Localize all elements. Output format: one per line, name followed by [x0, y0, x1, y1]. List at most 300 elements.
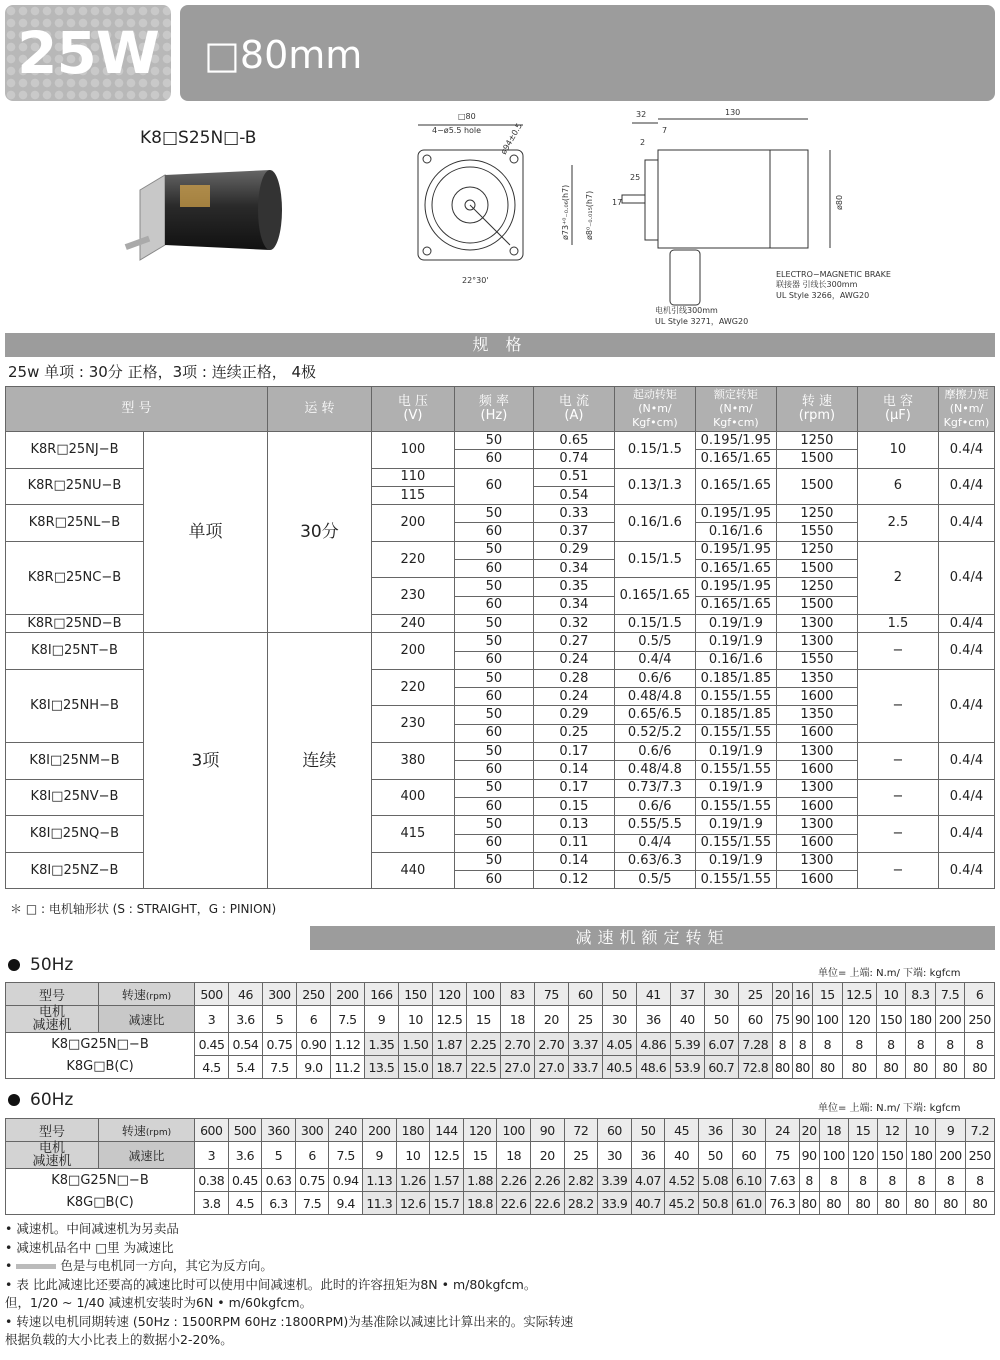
spec-current: 0.34 — [533, 560, 614, 578]
gear-speed-cell: 20 — [799, 1119, 819, 1142]
gear-torque-lower-cell: 80 — [876, 1056, 906, 1079]
gear-torque-upper-cell: 1.87 — [432, 1033, 466, 1056]
gear-speed-cell: 50 — [602, 983, 636, 1006]
gear-ratio-cell: 9 — [362, 1142, 396, 1169]
spec-start-torque: 0.55/5.5 — [614, 816, 695, 834]
gear-torque-lower-cell: 80 — [772, 1056, 792, 1079]
spec-freq: 50 — [454, 541, 533, 559]
spec-rated-torque: 0.19/1.9 — [695, 743, 776, 761]
gear-torque-upper-cell: 1.57 — [430, 1169, 464, 1192]
gear-torque-upper-cell: 0.63 — [262, 1169, 296, 1192]
spec-current: 0.35 — [533, 578, 614, 596]
gear-torque-lower-cell: 40.5 — [602, 1056, 636, 1079]
spec-speed: 1300 — [776, 633, 857, 651]
gear-torque-upper-cell: 2.70 — [500, 1033, 534, 1056]
spec-run: 30分 — [267, 432, 371, 633]
spec-cap: 2.5 — [857, 505, 938, 542]
spec-speed: 1300 — [776, 779, 857, 797]
gear-speed-cell: 200 — [330, 983, 364, 1006]
gear-speed-cell: 9 — [936, 1119, 965, 1142]
spec-start-torque: 0.6/6 — [614, 743, 695, 761]
gear-speed-cell: 50 — [631, 1119, 665, 1142]
gear-torque-upper-cell: 5.08 — [698, 1169, 732, 1192]
spec-voltage: 230 — [371, 706, 454, 743]
gear-torque-upper-cell: 1.88 — [463, 1169, 497, 1192]
col-current: 电 流 (A) — [533, 387, 614, 432]
gear-speed-cell: 144 — [430, 1119, 464, 1142]
spec-section-bar — [5, 333, 995, 357]
gear-ratio-cell: 90 — [792, 1006, 812, 1033]
gear-torque-lower-cell: 4.5 — [195, 1056, 229, 1079]
spec-cap: 1.5 — [857, 614, 938, 632]
spec-start-torque: 0.165/1.65 — [614, 578, 695, 615]
gear-speed-cell: 37 — [670, 983, 704, 1006]
spec-start-torque: 0.6/6 — [614, 669, 695, 687]
gear-torque-lower-cell: 45.2 — [665, 1192, 699, 1215]
gear-speed-cell: 120 — [463, 1119, 497, 1142]
spec-rated-torque: 0.16/1.6 — [695, 523, 776, 541]
dimension-drawing — [400, 105, 920, 330]
gear-torque-lower-cell: 80 — [936, 1192, 965, 1215]
gear-torque-lower-cell: 18.7 — [432, 1056, 466, 1079]
spec-speed: 1600 — [776, 834, 857, 852]
gear-speed-cell: 300 — [295, 1119, 329, 1142]
gear-torque-lower-cell: 7.5 — [262, 1056, 296, 1079]
gear-torque-upper-cell: 0.75 — [262, 1033, 296, 1056]
gear-torque-upper-cell: 0.38 — [195, 1169, 229, 1192]
spec-start-torque: 0.15/1.5 — [614, 541, 695, 578]
brake-label-1: ELECTRO−MAGNETIC BRAKE — [776, 270, 891, 279]
gear-speed-cell: 600 — [195, 1119, 229, 1142]
spec-voltage: 110 — [371, 468, 454, 486]
gear-torque-lower-cell: 33.7 — [568, 1056, 602, 1079]
spec-rated-torque: 0.155/1.55 — [695, 834, 776, 852]
gear-torque-lower-cell: 9.4 — [329, 1192, 363, 1215]
spec-cap: 10 — [857, 432, 938, 469]
spec-freq: 60 — [454, 688, 533, 706]
dim-25: 25 — [630, 173, 641, 182]
spec-voltage: 400 — [371, 779, 454, 816]
dim-dia80: ø80 — [835, 194, 844, 210]
gear-ratio-cell: 120 — [848, 1142, 877, 1169]
bullet-icon — [8, 1094, 20, 1106]
spec-brake: 0.4/4 — [938, 505, 994, 542]
spec-freq: 60 — [454, 797, 533, 815]
gear-speed-cell: 100 — [466, 983, 500, 1006]
bullet-icon — [8, 959, 20, 971]
label-speed-unit: (rpm) — [145, 1127, 172, 1138]
gear-ratio-cell: 150 — [878, 1142, 907, 1169]
spec-brake: 0.4/4 — [938, 432, 994, 469]
spec-rated-torque: 0.19/1.9 — [695, 852, 776, 870]
gear-torque-upper-cell: 8 — [906, 1033, 936, 1056]
gear-speed-cell: 360 — [262, 1119, 296, 1142]
note-line: • 转速以电机同期转速 (50Hz : 1500RPM 60Hz :1800RPM)为基准除以减速比计算出来的。实际转速 — [5, 1313, 574, 1329]
dim-angle: 22°30' — [462, 276, 489, 285]
gear-torque-upper-cell: 8 — [842, 1033, 876, 1056]
gear-speed-cell: 15 — [848, 1119, 877, 1142]
spec-rated-torque: 0.155/1.55 — [695, 761, 776, 779]
spec-freq: 50 — [454, 779, 533, 797]
spec-voltage: 380 — [371, 743, 454, 780]
spec-current: 0.13 — [533, 816, 614, 834]
col-brake: 摩擦力矩 (N•m/ Kgf•cm) — [938, 387, 994, 432]
spec-voltage: 115 — [371, 486, 454, 504]
gear-torque-upper-cell: 3.37 — [568, 1033, 602, 1056]
gear-speed-cell: 12.5 — [842, 983, 876, 1006]
label-speed-unit: (rpm) — [145, 991, 172, 1002]
label-model: 型号 — [6, 983, 99, 1006]
spec-cap: − — [857, 743, 938, 780]
gear-speed-cell: 180 — [396, 1119, 430, 1142]
spec-speed: 1600 — [776, 761, 857, 779]
gear-torque-lower-cell: 80 — [907, 1192, 936, 1215]
spec-freq: 50 — [454, 852, 533, 870]
spec-brake: 0.4/4 — [938, 743, 994, 780]
gear-ratio-cell: 7.5 — [329, 1142, 363, 1169]
gear-torque-lower-cell: 7.5 — [295, 1192, 329, 1215]
spec-rated-torque: 0.165/1.65 — [695, 560, 776, 578]
spec-speed: 1500 — [776, 468, 857, 505]
gear-speed-cell: 46 — [228, 983, 262, 1006]
spec-voltage: 100 — [371, 432, 454, 469]
gear-torque-upper-cell: 5.39 — [670, 1033, 704, 1056]
gear-speed-cell: 6 — [965, 983, 995, 1006]
spec-start-torque: 0.6/6 — [614, 797, 695, 815]
gear-torque-upper-cell: 2.25 — [466, 1033, 500, 1056]
lead-label-2: UL Style 3271，AWG20 — [655, 317, 749, 326]
spec-freq: 50 — [454, 743, 533, 761]
gear-speed-cell: 30 — [704, 983, 738, 1006]
spec-speed: 1350 — [776, 669, 857, 687]
spec-voltage: 220 — [371, 541, 454, 578]
gear-ratio-cell: 100 — [813, 1006, 843, 1033]
gear-speed-cell: 18 — [819, 1119, 848, 1142]
spec-current: 0.65 — [533, 432, 614, 450]
hz50-label: 50Hz — [30, 955, 74, 975]
gear-torque-lower-cell: 22.6 — [530, 1192, 564, 1215]
brake-label-3: UL Style 3266，AWG20 — [776, 291, 870, 300]
spec-run: 连续 — [267, 633, 371, 889]
gear-ratio-cell: 180 — [906, 1006, 936, 1033]
spec-start-torque: 0.13/1.3 — [614, 468, 695, 505]
gear-ratio-cell: 75 — [766, 1142, 800, 1169]
spec-speed: 1250 — [776, 541, 857, 559]
gear-ratio-cell: 10 — [396, 1142, 430, 1169]
spec-speed: 1300 — [776, 614, 857, 632]
label-speed-text: 转速 — [121, 987, 146, 1002]
gear-model-cell — [6, 1033, 195, 1079]
gear-ratio-cell: 12.5 — [430, 1142, 464, 1169]
gear-ratio-cell: 60 — [732, 1142, 766, 1169]
gear-torque-lower-cell: 80 — [848, 1192, 877, 1215]
gear-speed-cell: 15 — [813, 983, 843, 1006]
gear-torque-upper-cell: 6.07 — [704, 1033, 738, 1056]
spec-model: K8R□25NC−B — [6, 541, 144, 614]
gear-torque-upper-cell: 4.52 — [665, 1169, 699, 1192]
spec-rated-torque: 0.16/1.6 — [695, 651, 776, 669]
gear-torque-lower-cell: 18.8 — [463, 1192, 497, 1215]
spec-current: 0.29 — [533, 706, 614, 724]
gear-torque-upper-cell: 8 — [935, 1033, 965, 1056]
dim-dia8: ø8⁰₋₀.₀₁₅(h7) — [585, 190, 594, 240]
spec-speed: 1300 — [776, 743, 857, 761]
gear-ratio-cell: 90 — [799, 1142, 819, 1169]
spec-brake: 0.4/4 — [938, 779, 994, 816]
gear-torque-upper-cell: 1.50 — [398, 1033, 432, 1056]
spec-freq: 60 — [454, 523, 533, 541]
gear-torque-upper-cell: 7.28 — [738, 1033, 772, 1056]
spec-section-title: 规 格 — [472, 335, 528, 354]
motor-photo — [120, 150, 290, 270]
spec-current: 0.24 — [533, 688, 614, 706]
gear-torque-lower-cell: 80 — [792, 1056, 812, 1079]
gear-speed-cell: 36 — [698, 1119, 732, 1142]
gear-torque-lower-cell: 22.5 — [466, 1056, 500, 1079]
note-line: • 表 比此减速比还要高的减速比时可以使用中间减速机。此时的许容扭矩为8N • m/80kgfcm。 — [5, 1276, 537, 1292]
gear-speed-cell: 10 — [907, 1119, 936, 1142]
spec-brake: 0.4/4 — [938, 852, 994, 889]
spec-model: K8I□25NV−B — [6, 779, 144, 816]
gear-ratio-cell: 20 — [530, 1142, 564, 1169]
gear-torque-lower-cell: 27.0 — [500, 1056, 534, 1079]
spec-brake: 0.4/4 — [938, 614, 994, 632]
gear-torque-upper-cell: 4.05 — [602, 1033, 636, 1056]
col-start-torque: 起动转矩 (N•m/ Kgf•cm) — [614, 387, 695, 432]
gear-torque-upper-cell: 8 — [772, 1033, 792, 1056]
spec-current: 0.28 — [533, 669, 614, 687]
gear-torque-upper-cell: 7.63 — [766, 1169, 800, 1192]
spec-freq: 50 — [454, 505, 533, 523]
spec-freq: 60 — [454, 468, 533, 505]
spec-current: 0.14 — [533, 761, 614, 779]
spec-rated-torque: 0.195/1.95 — [695, 578, 776, 596]
spec-current: 0.29 — [533, 541, 614, 559]
gear-torque-lower-cell: 11.3 — [362, 1192, 396, 1215]
note-line: 但，1/20 ~ 1/40 减速机安装时为6N • m/60kgfcm。 — [5, 1295, 313, 1310]
gear-torque-lower-cell: 72.8 — [738, 1056, 772, 1079]
gear-speed-cell: 120 — [432, 983, 466, 1006]
spec-rated-torque: 0.155/1.55 — [695, 724, 776, 742]
gear-torque-upper-cell: 1.35 — [364, 1033, 398, 1056]
gear-ratio-cell: 30 — [602, 1006, 636, 1033]
spec-speed: 1300 — [776, 816, 857, 834]
spec-current: 0.15 — [533, 797, 614, 815]
col-run: 运 转 — [267, 387, 371, 432]
note-line: 根据负载的大小比表上的数据小2-20%。 — [5, 1332, 233, 1347]
gear-speed-cell: 250 — [296, 983, 330, 1006]
gear-torque-lower-cell: 80 — [878, 1192, 907, 1215]
spec-start-torque: 0.52/5.2 — [614, 724, 695, 742]
gear-torque-upper-cell: 8 — [819, 1169, 848, 1192]
spec-model: K8R□25ND−B — [6, 614, 144, 632]
gear-ratio-cell: 25 — [568, 1006, 602, 1033]
spec-rated-torque: 0.19/1.9 — [695, 633, 776, 651]
spec-rated-torque: 0.195/1.95 — [695, 432, 776, 450]
gear-speed-cell: 240 — [329, 1119, 363, 1142]
spec-cap: − — [857, 669, 938, 742]
gear-notes — [5, 1220, 573, 1350]
spec-speed: 1600 — [776, 724, 857, 742]
spec-speed: 1500 — [776, 560, 857, 578]
gear-ratio-cell: 50 — [704, 1006, 738, 1033]
gear-torque-lower-cell: 11.2 — [330, 1056, 364, 1079]
gear-model-2: K8G□B(C) — [66, 1058, 134, 1074]
gear-ratio-cell: 120 — [842, 1006, 876, 1033]
hz60-title — [8, 1090, 73, 1110]
gear-torque-lower-cell: 60.7 — [704, 1056, 738, 1079]
gear-speed-cell: 16 — [792, 983, 812, 1006]
spec-model: K8I□25NQ−B — [6, 816, 144, 853]
spec-rated-torque: 0.165/1.65 — [695, 468, 776, 505]
gear-torque-lower-cell: 80 — [906, 1056, 936, 1079]
gear-speed-cell: 20 — [772, 983, 792, 1006]
gear-torque-lower-cell: 33.9 — [598, 1192, 632, 1215]
spec-phase: 单项 — [144, 432, 268, 633]
spec-rated-torque: 0.195/1.95 — [695, 541, 776, 559]
gear-torque-lower-cell: 80 — [813, 1056, 843, 1079]
gear-speed-cell: 166 — [364, 983, 398, 1006]
label-ratio: 减速比 — [99, 1142, 195, 1169]
size-label: □80mm — [204, 33, 363, 77]
unit-note-50: 单位= 上端: N.m/ 下端: kgfcm — [818, 968, 961, 979]
spec-current: 0.27 — [533, 633, 614, 651]
gear-speed-cell: 24 — [766, 1119, 800, 1142]
gear-torque-lower-cell: 6.3 — [262, 1192, 296, 1215]
spec-phase: 3项 — [144, 633, 268, 889]
gear-torque-lower-cell: 80 — [935, 1056, 965, 1079]
gear-torque-lower-cell: 80 — [799, 1192, 819, 1215]
spec-model: K8R□25NU−B — [6, 468, 144, 505]
label-model: 型号 — [6, 1119, 99, 1142]
spec-speed: 1550 — [776, 651, 857, 669]
spec-freq: 50 — [454, 633, 533, 651]
gear-ratio-cell: 250 — [965, 1006, 995, 1033]
spec-freq: 60 — [454, 761, 533, 779]
spec-current: 0.17 — [533, 743, 614, 761]
spec-current: 0.34 — [533, 596, 614, 614]
spec-freq: 50 — [454, 578, 533, 596]
spec-current: 0.25 — [533, 724, 614, 742]
spec-current: 0.54 — [533, 486, 614, 504]
gear-torque-upper-cell: 8 — [813, 1033, 843, 1056]
gear-speed-cell: 41 — [636, 983, 670, 1006]
gear-torque-lower-cell: 3.8 — [195, 1192, 229, 1215]
dim-7: 7 — [662, 126, 668, 135]
gear-ratio-cell: 40 — [670, 1006, 704, 1033]
gear-section-title: 减速机额定转矩 — [575, 928, 730, 947]
spec-cap: 6 — [857, 468, 938, 505]
spec-voltage: 200 — [371, 633, 454, 670]
col-cap: 电 容 (μF) — [857, 387, 938, 432]
spec-start-torque: 0.5/5 — [614, 633, 695, 651]
gear-model-1: K8□G25N□−B — [51, 1036, 149, 1052]
spec-start-torque: 0.4/4 — [614, 834, 695, 852]
gear-ratio-cell: 50 — [698, 1142, 732, 1169]
gear-speed-cell: 500 — [228, 1119, 262, 1142]
gear-ratio-cell: 6 — [296, 1006, 330, 1033]
spec-current: 0.11 — [533, 834, 614, 852]
dim-32: 32 — [636, 110, 647, 119]
model-label: K8□S25N□-B — [140, 128, 257, 148]
gear-speed-cell: 72 — [564, 1119, 598, 1142]
gear-torque-lower-cell: 80 — [842, 1056, 876, 1079]
gear-torque-upper-cell: 0.90 — [296, 1033, 330, 1056]
label-motor: 电机 减速机 — [6, 1006, 99, 1033]
gear-torque-lower-cell: 5.4 — [228, 1056, 262, 1079]
note-line: • 减速机品名中 □里 为减速比 — [5, 1239, 174, 1255]
spec-brake: 0.4/4 — [938, 669, 994, 742]
spec-freq: 50 — [454, 669, 533, 687]
gear-speed-cell: 45 — [665, 1119, 699, 1142]
gear-speed-cell: 60 — [598, 1119, 632, 1142]
gear-ratio-cell: 18 — [500, 1006, 534, 1033]
spec-current: 0.33 — [533, 505, 614, 523]
spec-cap: 2 — [857, 541, 938, 614]
spec-current: 0.51 — [533, 468, 614, 486]
gear-ratio-cell: 40 — [665, 1142, 699, 1169]
spec-freq: 60 — [454, 596, 533, 614]
gear-speed-cell: 60 — [568, 983, 602, 1006]
gear-speed-cell: 500 — [195, 983, 229, 1006]
dim-dia73: ø73⁺⁰₋₀.₀₆(h7) — [561, 184, 570, 240]
spec-current: 0.32 — [533, 614, 614, 632]
spec-voltage: 415 — [371, 816, 454, 853]
spec-cap: − — [857, 633, 938, 670]
gear-ratio-cell: 6 — [295, 1142, 329, 1169]
gear-ratio-cell: 7.5 — [330, 1006, 364, 1033]
gear-torque-upper-cell: 8 — [965, 1169, 994, 1192]
gear-torque-lower-cell: 28.2 — [564, 1192, 598, 1215]
gear-ratio-cell: 5 — [262, 1142, 296, 1169]
spec-brake: 0.4/4 — [938, 468, 994, 505]
gear-ratio-cell: 10 — [398, 1006, 432, 1033]
dim-80: □80 — [458, 112, 476, 121]
spec-model: K8I□25NZ−B — [6, 852, 144, 889]
gear-speed-cell: 90 — [530, 1119, 564, 1142]
spec-speed: 1250 — [776, 578, 857, 596]
gear-torque-lower-cell: 48.6 — [636, 1056, 670, 1079]
spec-start-torque: 0.48/4.8 — [614, 688, 695, 706]
size-banner — [180, 5, 995, 101]
spec-current: 0.74 — [533, 450, 614, 468]
spec-brake: 0.4/4 — [938, 816, 994, 853]
spec-freq: 60 — [454, 450, 533, 468]
gear-torque-upper-cell: 1.12 — [330, 1033, 364, 1056]
spec-model: K8I□25NM−B — [6, 743, 144, 780]
note-line-text: 色是与电机同一方向，其它为反方向。 — [60, 1258, 273, 1273]
label-motor: 电机 减速机 — [6, 1142, 99, 1169]
dim-pcd: ø94±0.5 — [498, 121, 524, 156]
gear-speed-cell: 100 — [497, 1119, 531, 1142]
gear-table-50hz — [5, 982, 995, 1079]
gear-torque-lower-cell: 27.0 — [534, 1056, 568, 1079]
spec-speed: 1250 — [776, 432, 857, 450]
gear-torque-lower-cell: 61.0 — [732, 1192, 766, 1215]
gear-torque-upper-cell: 2.26 — [530, 1169, 564, 1192]
spec-brake: 0.4/4 — [938, 541, 994, 614]
spec-freq: 50 — [454, 432, 533, 450]
spec-brake: 0.4/4 — [938, 633, 994, 670]
spec-rated-torque: 0.195/1.95 — [695, 505, 776, 523]
gear-torque-lower-cell: 4.5 — [228, 1192, 262, 1215]
gear-model-cell — [6, 1169, 195, 1215]
spec-voltage: 230 — [371, 578, 454, 615]
gear-torque-upper-cell: 8 — [876, 1033, 906, 1056]
gear-model-1: K8□G25N□−B — [51, 1172, 149, 1188]
gear-torque-upper-cell: 3.39 — [598, 1169, 632, 1192]
spec-current: 0.12 — [533, 871, 614, 889]
